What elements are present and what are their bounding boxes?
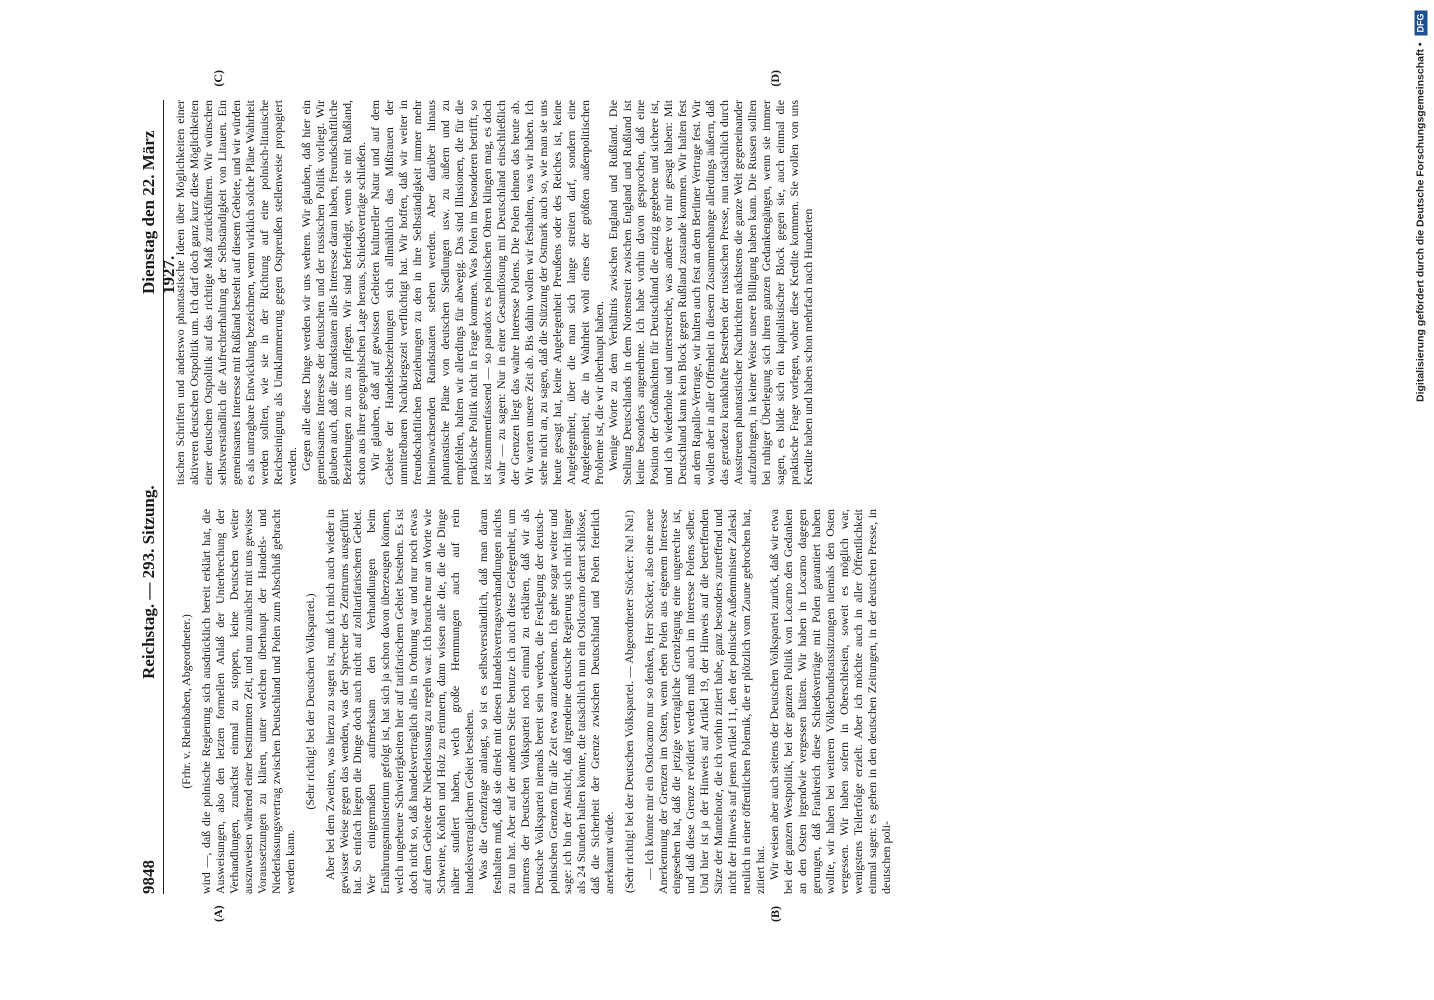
session-title: Reichstag. — 293. Sitzung. — [139, 485, 158, 679]
paragraph: Wir glauben, daß auf gewissen Gebieten kultureller Natur und auf dem Gebiete der Handelsbeziehungen sich allmählich das Mißtrauen der unmittelbaren Nachkriegszeit verflüchtigt hat. Wir hoffen, daß wir weiter in freundschaftlichen Beziehungen zu den in ihre Selbständigkeit immer mehr hineinwachsenden Randstaaten stehen werden. Aber darüber hinaus phantastische Pläne von deutschen Siedlungen usw. zu äußern und zu empfehlen, halten wir allerdings für abwegig. Das sind Illusionen, die für die praktische Politik nicht in Frage kommen. Was Polen im besonderen betrifft, so ist zusammenfassend — so paradox es polnischen Ohren klingen mag, es doch wahr — zu sagen: Nur in einer Gesamtlösung mit Deutschland einschließlich der Grenzen liegt das wahre Interesse Polens. Die Polen lehnen das heute ab. Wir warten unsere Zeit ab. Bis dahin wollen wir festhalten, was wir haben. Ich stehe nicht an, zu sagen, daß die Stützung der Ostmark auch so, wie man sie uns heute gesagt hat, keine Angelegenheit Preußens oder des Reiches ist, keine Angelegenheit, über die man sich lange streiten darf, sondern eine Angelegenheit, die in Wahrheit wohl eines der größten außenpolitischen Probleme ist, die wir überhaupt haben. — [368, 100, 606, 485]
page-header — [139, 100, 178, 894]
dfg-logo: DFG — [1415, 10, 1428, 35]
paragraph: wird —, daß die polnische Regierung sich ausdrücklich bereit erklärt hat, die Ausweisungen, also den letzten formellen Anlaß der Unterbrechung der Verhandlungen, zunächst einmal zu stoppen, keine Deutschen weiter auszuweisen während einer bestimmten Zeit, und nun zunächst mit uns gewisse Voraussetzungen zu klären, unter welchen überhaupt der Handels- und Niederlassungsvertrag zwischen Deutschland und Polen zum Abschluß gebracht werden kann. — [198, 509, 297, 894]
paragraph: Was die Grenzfrage anlangt, so ist es selbstverständlich, daß man daran festhalten muß, daß sie direkt mit diesen Handelsvertragsverhandlungen nichts zu tun hat. Aber auf der anderen Seite benutze ich auch diese Gelegenheit, um namens der Deutschen Volkspartei noch einmal zu erklären, daß wir als Deutsche Volkspartei niemals bereit sein werden, die Festlegung der deutsch-polnischen Grenzen für alle Zeit etwa anzuerkennen. Ich gehe sogar weiter und sage: ich bin der Ansicht, daß irgendeine deutsche Regierung sich nicht länger als 24 Stunden halten könnte, die tatsächlich nun ein Ostlocarno derart schlösse, daß die Sicherheit der Grenze zwischen Deutschland und Polen feierlich anerkannt würde. — [476, 509, 616, 894]
paragraph: Wenige Worte zu dem Verhältnis zwischen England und Rußland. Die Stellung Deutschlands in dem Notenstreit zwischen England und Rußland ist keine besonders angenehme. Ich habe vorhin davon gesprochen, daß eine Position der Großmächten für Deutschland die einzig gegebene und sichere ist, und ich wiederhole und unterstreiche, was andere vor mir gesagt haben: Mit Deutschland kann kein Block gegen Rußland zustande kommen. Wir halten fest an dem Rapallo-Vertrage, wir halten auch fest an dem Berliner Vertrage fest. Wir wollen aber in aller Offenheit in diesem Zusammenhange allerdings äußern, daß das geradezu krankhafte Bestreben der russischen Presse, nun tatsächlich durch Ausstreuen phantastischer Nachrichten nächstens die ganze Welt gegeneinander aufzubringen, in keiner Weise unsere Billigung haben kann. Die Russen sollten bei ruhiger Überlegung sich ihren ganzen Gedankengängen, wenn sie immer sagen, es bilde sich ein kapitalistischer Block gegen sie, auch einmal die praktische Frage vorlegen, woher diese Kredite kommen. Sie wollen von uns Kredite haben und haben schon mehrfach nach Hunderten — [605, 100, 815, 485]
margin-mark-b: (B) — [768, 906, 782, 922]
paragraph: Wir weisen aber auch seitens der Deutschen Volkspartei zurück, daß wir etwa bei der ganzen Westpolitik, bei der ganzen Politik von Locarno den Gedanken an den Osten irgendwie vergessen hätten. Wir haben in Locarno dagegen gerungen, daß Frankreich diese Schiedsverträge mit Polen garantiert haben wollte, wir haben bei weiteren Völkerbundsratssitzungen niemals den Osten vergessen. Wir haben sofern in Oberschlesien, soweit es möglich war, wenigstens Teilerfolge erzielt. Aber ich möchte auch in aller Öffentlichkeit einmal sagen: es gehen in den deutschen Zeitungen, in der deutschen Presse, in deutschen poli- — [767, 509, 893, 894]
right-column — [173, 70, 894, 485]
funding-text: Digitalisierung gefördert durch die Deutsche Forschungsgemeinschaft • — [1414, 41, 1427, 402]
interjection: (Sehr richtig! bei der Deutschen Volkspartei. — Abgeordneter Stöcker: Na! Na!) — [621, 510, 636, 893]
document-page — [127, 70, 1307, 930]
margin-mark-c: (C) — [211, 70, 225, 87]
funding-text-wrap — [1411, 10, 1431, 985]
margin-mark-a: (A) — [211, 905, 225, 922]
paragraph: — Ich könnte mir ein Ostlocarno nur so denken, Herr Stöcker, also eine neue Anerkennung der Grenzen im Osten, wenn eben Polen aus eigenem Interesse eingesehen hat, daß die jetzige vertragliche Grenzlegung eine ungerechte ist, und daß diese Grenze revidiert werden muß auch im Interesse Polens selber. Und hier ist ja der Hinweis auf Artikel 19, der Hinweis auf die betreffenden Sätze der Mantelnote, die ich vorhin zitiert habe, ganz besonders zutreffend und nicht der Hinweis auf jenen Artikel 11, den der polnische Außenminister Zaleski neulich in einer öffentlichen Polemik, die er plötzlich vom Zaune gebrochen hat, zitiert hat. — [641, 509, 768, 894]
interjection: (Sehr richtig! bei der Deutschen Volkspartei.) — [302, 593, 317, 810]
paragraph: Aber bei dem Zweiten, was hierzu zu sagen ist, muß ich mich auch wieder in gewisser Weise gegen das wenden, was der Sprecher des Zentrums ausgeführt hat. So einfach liegen die Dinge doch auch nicht auf zolltarifarischem Gebiet. Wer einigermaßen aufmerksam den Verhandlungen beim Ernährungsministerium gefolgt ist, hat sich ja schon davon überzeugen können, welch ungeheure Schwierigkeiten hier auf tarifarischem Gebiet bestehen. Es ist doch nicht so, daß handelsvertraglich alles in Ordnung war und nur noch etwas auf dem Gebiete der Niederlassung zu regeln war. Ich brauche nur an Worte wie Schweine, Kohlen und Holz zu erinnern, dann wissen alle die, die die Dinge näher studiert haben, welch große Hemmungen auch auf rein handelsvertraglichem Gebiet bestehen. — [322, 509, 477, 894]
text-columns — [173, 70, 894, 922]
paragraph: Gegen alle diese Dinge werden wir uns wehren. Wir glauben, daß hier ein gemeinsames Interesse der deutschen und der russischen Politik vorliegt. Wir glauben auch, daß die Randstaaten alles Interesse daran haben, freundschaftliche Beziehungen zu uns zu pflegen. Wir sind befriedigt, wenn sie mit Rußland, schon aus ihrer geographischen Lage heraus, Schiedsverträge schließen. — [298, 100, 369, 485]
session-date: Dienstag den 22. März 1927. — [139, 130, 178, 294]
margin-mark-d: (D) — [768, 70, 782, 87]
paragraph: tischen Schriften und anderswo phantastische Ideen über Möglichkeiten einer aktiveren deutschen Ostpolitik um. Ich darf doch ganz kurz diese Möglichkeiten einer deutschen Ostpolitik auf das richtige Maß zurückführen. Wir wünschen selbstverständlich die Aufrechterhaltung der Selbständigkeit von Litauen. Ein gemeinsames Interesse mit Rußland besteht auf diesem Gebiete, und wir würden es als untragbare Entwicklung bezeichnen, wenn wirklich solche Pläne Wahrheit werden sollten, wie sie in der Richtung auf eine polnisch-litauische Reichseinigung als Umklammerung gegen Ostpreußen stellenweise propagiert werden. — [173, 100, 299, 485]
left-column — [174, 509, 894, 922]
page-number: 9848 — [139, 860, 158, 894]
funding-notice — [1410, 10, 1430, 985]
speaker-label: (Frhr. v. Rheinbaben, Abgeordneter.) — [179, 614, 193, 789]
